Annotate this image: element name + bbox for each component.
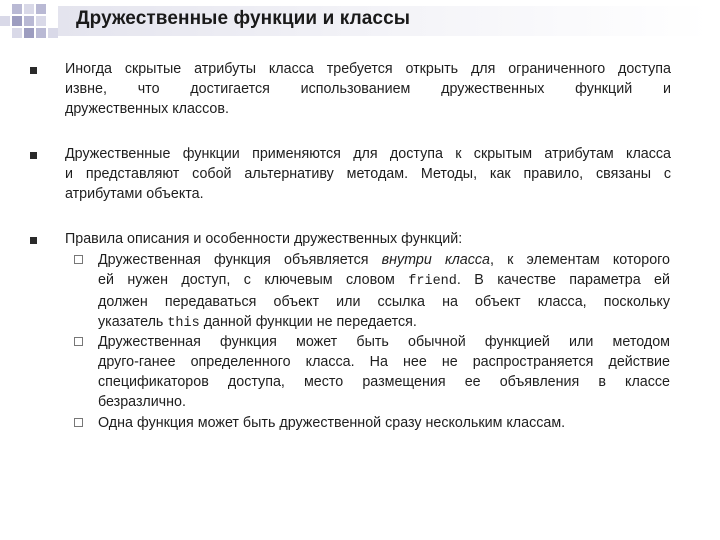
sub-item-text bbox=[98, 332, 670, 412]
text-line: извне, что достигается использованием дружественных функций и bbox=[65, 81, 671, 97]
text-line: Дружественная функция объявляется внутри класса, к элементам которого bbox=[98, 252, 670, 268]
sub-item-text bbox=[98, 413, 670, 433]
decorative-squares bbox=[0, 0, 60, 48]
text-line: Одна функция может быть дружественной сразу нескольким классам. bbox=[98, 415, 566, 431]
bullet-marker bbox=[30, 237, 37, 244]
text-line: указатель this данной функции не передается. bbox=[98, 314, 417, 331]
text-line: Дружественные функции применяются для доступа к скрытым атрибутам класса bbox=[65, 146, 671, 162]
bullet-marker bbox=[30, 152, 37, 159]
text-line: Иногда скрытые атрибуты класса требуется открыть для ограниченного доступа bbox=[65, 61, 671, 77]
checkbox-marker-icon bbox=[74, 418, 83, 427]
text-line: ей нужен доступ, с ключевым словом friend. В качестве параметра ей bbox=[98, 272, 670, 289]
bullet-intro: Правила описания и особенности дружественных функций: bbox=[65, 231, 463, 247]
slide-title: Дружественные функции и классы bbox=[76, 8, 411, 29]
text-line: спецификаторов доступа, место размещения ее объявления в классе bbox=[98, 374, 670, 390]
text-line: дружественных классов. bbox=[65, 101, 229, 117]
text-line: безразлично. bbox=[98, 394, 186, 410]
text-line: атрибутами объекта. bbox=[65, 186, 204, 202]
bullet-text bbox=[65, 229, 671, 249]
text-line: должен передаваться объект или ссылка на объект класса, поскольку bbox=[98, 294, 670, 310]
sub-item-text bbox=[98, 250, 670, 334]
bullet-text bbox=[65, 59, 671, 119]
text-line: и представляют собой альтернативу методам. Методы, как правило, связаны с bbox=[65, 166, 671, 182]
bullet-marker bbox=[30, 67, 37, 74]
checkbox-marker-icon bbox=[74, 255, 83, 264]
checkbox-marker-icon bbox=[74, 337, 83, 346]
bullet-text bbox=[65, 144, 671, 204]
text-line: Дружественная функция может быть обычной функцией или методом bbox=[98, 334, 670, 350]
text-line: друго-ганее определенного класса. На нее не распространяется действие bbox=[98, 354, 670, 370]
